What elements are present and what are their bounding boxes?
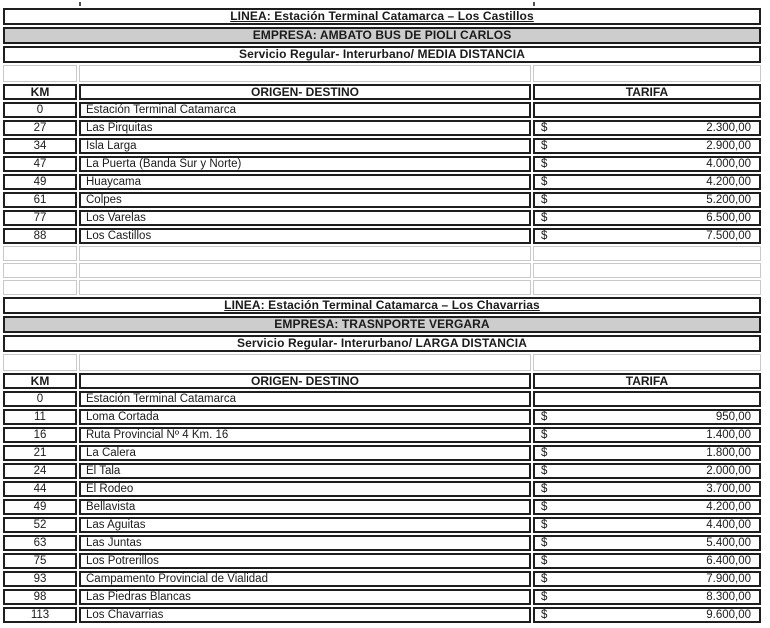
origen-destino-cell: Las Piedras Blancas bbox=[79, 589, 531, 605]
tarifa-cell bbox=[533, 120, 761, 136]
tarifa-amount-wrap bbox=[535, 230, 759, 242]
km-cell: 24 bbox=[3, 463, 77, 479]
origen-destino-cell: El Tala bbox=[79, 463, 531, 479]
fare-table-larga-distancia bbox=[3, 297, 761, 623]
tarifa-cell bbox=[533, 517, 761, 533]
table-row bbox=[3, 517, 761, 533]
service-title: Servicio Regular- Interurbano/ MEDIA DISTANCIA bbox=[3, 46, 761, 63]
line-title-cell bbox=[3, 8, 761, 25]
km-cell: 49 bbox=[3, 499, 77, 515]
empty-cell bbox=[3, 246, 77, 261]
line-title-cell bbox=[3, 297, 761, 314]
line-banner-row bbox=[3, 297, 761, 314]
tarifa-cell bbox=[533, 210, 761, 226]
origen-destino-cell: Los Chavarrias bbox=[79, 607, 531, 623]
empty-row bbox=[3, 263, 761, 278]
empty-row bbox=[3, 354, 761, 371]
km-cell: 0 bbox=[3, 102, 77, 118]
km-cell: 34 bbox=[3, 138, 77, 154]
km-cell: 88 bbox=[3, 228, 77, 244]
table-row bbox=[3, 571, 761, 587]
km-cell: 47 bbox=[3, 156, 77, 172]
km-cell: 77 bbox=[3, 210, 77, 226]
tarifa-cell bbox=[533, 102, 761, 118]
tarifa-amount: 4.000,00 bbox=[706, 158, 751, 170]
tarifa-amount-wrap bbox=[535, 212, 759, 224]
line-title: LINEA: Estación Terminal Catamarca – Los Castillos bbox=[230, 9, 534, 23]
tarifa-amount-wrap bbox=[535, 501, 759, 513]
tarifa-amount-wrap bbox=[535, 429, 759, 441]
empty-cell bbox=[3, 65, 77, 82]
column-header-tarifa: TARIFA bbox=[533, 373, 761, 389]
empty-row bbox=[3, 246, 761, 261]
company-title: EMPRESA: AMBATO BUS DE PIOLI CARLOS bbox=[3, 27, 761, 44]
empty-cell bbox=[79, 65, 531, 82]
tarifa-cell bbox=[533, 228, 761, 244]
km-cell: 93 bbox=[3, 571, 77, 587]
table-row bbox=[3, 427, 761, 443]
table-row bbox=[3, 463, 761, 479]
km-cell: 16 bbox=[3, 427, 77, 443]
tarifa-amount: 5.200,00 bbox=[706, 194, 751, 206]
tarifa-cell bbox=[533, 409, 761, 425]
currency-symbol: $ bbox=[541, 429, 548, 441]
empty-cell bbox=[3, 280, 77, 295]
km-cell: 49 bbox=[3, 174, 77, 190]
origen-destino-cell: Los Potrerillos bbox=[79, 553, 531, 569]
tarifa-amount: 950,00 bbox=[715, 411, 751, 423]
km-cell: 11 bbox=[3, 409, 77, 425]
tarifa-amount-wrap bbox=[535, 158, 759, 170]
table-row bbox=[3, 120, 761, 136]
column-header-row bbox=[3, 373, 761, 389]
km-cell: 113 bbox=[3, 607, 77, 623]
currency-symbol: $ bbox=[541, 501, 548, 513]
table-row bbox=[3, 499, 761, 515]
tarifa-cell bbox=[533, 481, 761, 497]
tarifa-cell bbox=[533, 427, 761, 443]
service-banner-row bbox=[3, 335, 761, 352]
km-cell: 52 bbox=[3, 517, 77, 533]
column-header-tarifa: TARIFA bbox=[533, 84, 761, 100]
tarifa-amount: 2.900,00 bbox=[706, 140, 751, 152]
km-cell: 61 bbox=[3, 192, 77, 208]
empty-cell bbox=[79, 280, 531, 295]
currency-symbol: $ bbox=[541, 555, 548, 567]
tarifa-amount: 5.400,00 bbox=[706, 537, 751, 549]
tarifa-cell bbox=[533, 445, 761, 461]
currency-symbol: $ bbox=[541, 230, 548, 242]
currency-symbol: $ bbox=[541, 573, 548, 585]
tarifa-amount-wrap bbox=[535, 483, 759, 495]
tarifa-cell bbox=[533, 463, 761, 479]
table-row bbox=[3, 409, 761, 425]
origen-destino-cell: Ruta Provincial Nº 4 Km. 16 bbox=[79, 427, 531, 443]
origen-destino-cell: El Rodeo bbox=[79, 481, 531, 497]
table-row bbox=[3, 228, 761, 244]
tarifa-amount-wrap bbox=[535, 194, 759, 206]
partial-row bbox=[3, 2, 761, 6]
currency-symbol: $ bbox=[541, 447, 548, 459]
empty-cell bbox=[533, 65, 761, 82]
origen-destino-cell: Las Pirquitas bbox=[79, 120, 531, 136]
table-row bbox=[3, 553, 761, 569]
table-row bbox=[3, 481, 761, 497]
column-header-row bbox=[3, 84, 761, 100]
table-row bbox=[3, 174, 761, 190]
empty-cell bbox=[79, 246, 531, 261]
tarifa-amount: 4.200,00 bbox=[706, 176, 751, 188]
line-banner-row bbox=[3, 8, 761, 25]
origen-destino-cell: Los Castillos bbox=[79, 228, 531, 244]
origen-destino-cell: Loma Cortada bbox=[79, 409, 531, 425]
column-header-km: KM bbox=[3, 373, 77, 389]
origen-destino-cell: Los Varelas bbox=[79, 210, 531, 226]
currency-symbol: $ bbox=[541, 212, 548, 224]
tarifa-amount-wrap bbox=[535, 573, 759, 585]
currency-symbol: $ bbox=[541, 194, 548, 206]
tarifa-amount-wrap bbox=[535, 411, 759, 423]
currency-symbol: $ bbox=[541, 158, 548, 170]
between-tables-gap bbox=[3, 246, 761, 295]
table-row bbox=[3, 535, 761, 551]
tarifa-amount: 4.400,00 bbox=[706, 519, 751, 531]
origen-destino-cell: Campamento Provincial de Vialidad bbox=[79, 571, 531, 587]
tarifa-amount-wrap bbox=[535, 140, 759, 152]
origen-destino-cell: Las Aguitas bbox=[79, 517, 531, 533]
empty-row bbox=[3, 65, 761, 82]
fare-sheet bbox=[1, 0, 763, 625]
line-title: LINEA: Estación Terminal Catamarca – Los Chavarrias bbox=[224, 298, 540, 312]
tarifa-amount: 7.900,00 bbox=[706, 573, 751, 585]
tarifa-cell bbox=[533, 607, 761, 623]
tarifa-amount: 9.600,00 bbox=[706, 609, 751, 621]
currency-symbol: $ bbox=[541, 609, 548, 621]
tarifa-amount: 7.500,00 bbox=[706, 230, 751, 242]
currency-symbol: $ bbox=[541, 122, 548, 134]
table-row bbox=[3, 391, 761, 407]
empty-cell bbox=[79, 354, 531, 371]
origen-destino-cell: Las Juntas bbox=[79, 535, 531, 551]
currency-symbol: $ bbox=[541, 591, 548, 603]
tarifa-amount: 3.700,00 bbox=[706, 483, 751, 495]
origen-destino-cell: Estación Terminal Catamarca bbox=[79, 391, 531, 407]
empty-cell bbox=[533, 280, 761, 295]
empty-cell bbox=[533, 354, 761, 371]
origen-destino-cell: Colpes bbox=[79, 192, 531, 208]
company-banner-row bbox=[3, 316, 761, 333]
tarifa-cell bbox=[533, 156, 761, 172]
tarifa-amount: 4.200,00 bbox=[706, 501, 751, 513]
table-row bbox=[3, 156, 761, 172]
currency-symbol: $ bbox=[541, 465, 548, 477]
tarifa-cell bbox=[533, 553, 761, 569]
origen-destino-cell: La Calera bbox=[79, 445, 531, 461]
table-row bbox=[3, 138, 761, 154]
origen-destino-cell: Isla Larga bbox=[79, 138, 531, 154]
tarifa-cell bbox=[533, 138, 761, 154]
empty-cell bbox=[533, 246, 761, 261]
tarifa-cell bbox=[533, 535, 761, 551]
km-cell: 0 bbox=[3, 391, 77, 407]
tarifa-amount-wrap bbox=[535, 447, 759, 459]
km-cell: 75 bbox=[3, 553, 77, 569]
currency-symbol: $ bbox=[541, 411, 548, 423]
service-banner-row bbox=[3, 46, 761, 63]
table-row bbox=[3, 192, 761, 208]
km-cell: 44 bbox=[3, 481, 77, 497]
empty-row bbox=[3, 280, 761, 295]
currency-symbol: $ bbox=[541, 140, 548, 152]
company-banner-row bbox=[3, 27, 761, 44]
empty-cell bbox=[3, 354, 77, 371]
tarifa-amount: 6.500,00 bbox=[706, 212, 751, 224]
company-title: EMPRESA: TRASNPORTE VERGARA bbox=[3, 316, 761, 333]
tarifa-amount-wrap bbox=[535, 609, 759, 621]
tarifa-amount-wrap bbox=[535, 591, 759, 603]
tarifa-amount-wrap bbox=[535, 555, 759, 567]
km-cell: 63 bbox=[3, 535, 77, 551]
tarifa-amount-wrap bbox=[535, 465, 759, 477]
table-row bbox=[3, 445, 761, 461]
tarifa-cell bbox=[533, 391, 761, 407]
km-cell: 27 bbox=[3, 120, 77, 136]
tarifa-cell bbox=[533, 192, 761, 208]
tarifa-amount: 2.300,00 bbox=[706, 122, 751, 134]
origen-destino-cell: Bellavista bbox=[79, 499, 531, 515]
km-cell: 21 bbox=[3, 445, 77, 461]
table-row bbox=[3, 210, 761, 226]
currency-symbol: $ bbox=[541, 537, 548, 549]
tarifa-amount: 8.300,00 bbox=[706, 591, 751, 603]
tarifa-amount-wrap bbox=[535, 519, 759, 531]
tarifa-amount-wrap bbox=[535, 537, 759, 549]
tarifa-amount-wrap bbox=[535, 176, 759, 188]
partial-cell bbox=[79, 2, 531, 6]
currency-symbol: $ bbox=[541, 176, 548, 188]
tarifa-cell bbox=[533, 174, 761, 190]
table-row bbox=[3, 589, 761, 605]
partial-cell bbox=[533, 2, 761, 6]
tarifa-amount: 1.400,00 bbox=[706, 429, 751, 441]
tarifa-amount: 2.000,00 bbox=[706, 465, 751, 477]
tarifa-amount: 6.400,00 bbox=[706, 555, 751, 567]
tarifa-amount: 1.800,00 bbox=[706, 447, 751, 459]
tarifa-cell bbox=[533, 499, 761, 515]
empty-cell bbox=[533, 263, 761, 278]
table-row bbox=[3, 102, 761, 118]
tarifa-amount-wrap bbox=[535, 122, 759, 134]
tarifa-cell bbox=[533, 589, 761, 605]
origen-destino-cell: La Puerta (Banda Sur y Norte) bbox=[79, 156, 531, 172]
column-header-origen: ORIGEN- DESTINO bbox=[79, 373, 531, 389]
currency-symbol: $ bbox=[541, 483, 548, 495]
origen-destino-cell: Huaycama bbox=[79, 174, 531, 190]
currency-symbol: $ bbox=[541, 519, 548, 531]
tarifa-cell bbox=[533, 571, 761, 587]
partial-cell bbox=[3, 2, 77, 6]
fare-table-media-distancia bbox=[3, 8, 761, 244]
top-partial-row-group bbox=[3, 2, 761, 6]
km-cell: 98 bbox=[3, 589, 77, 605]
empty-cell bbox=[3, 263, 77, 278]
column-header-km: KM bbox=[3, 84, 77, 100]
service-title: Servicio Regular- Interurbano/ LARGA DISTANCIA bbox=[3, 335, 761, 352]
empty-cell bbox=[79, 263, 531, 278]
column-header-origen: ORIGEN- DESTINO bbox=[79, 84, 531, 100]
origen-destino-cell: Estación Terminal Catamarca bbox=[79, 102, 531, 118]
table-row bbox=[3, 607, 761, 623]
